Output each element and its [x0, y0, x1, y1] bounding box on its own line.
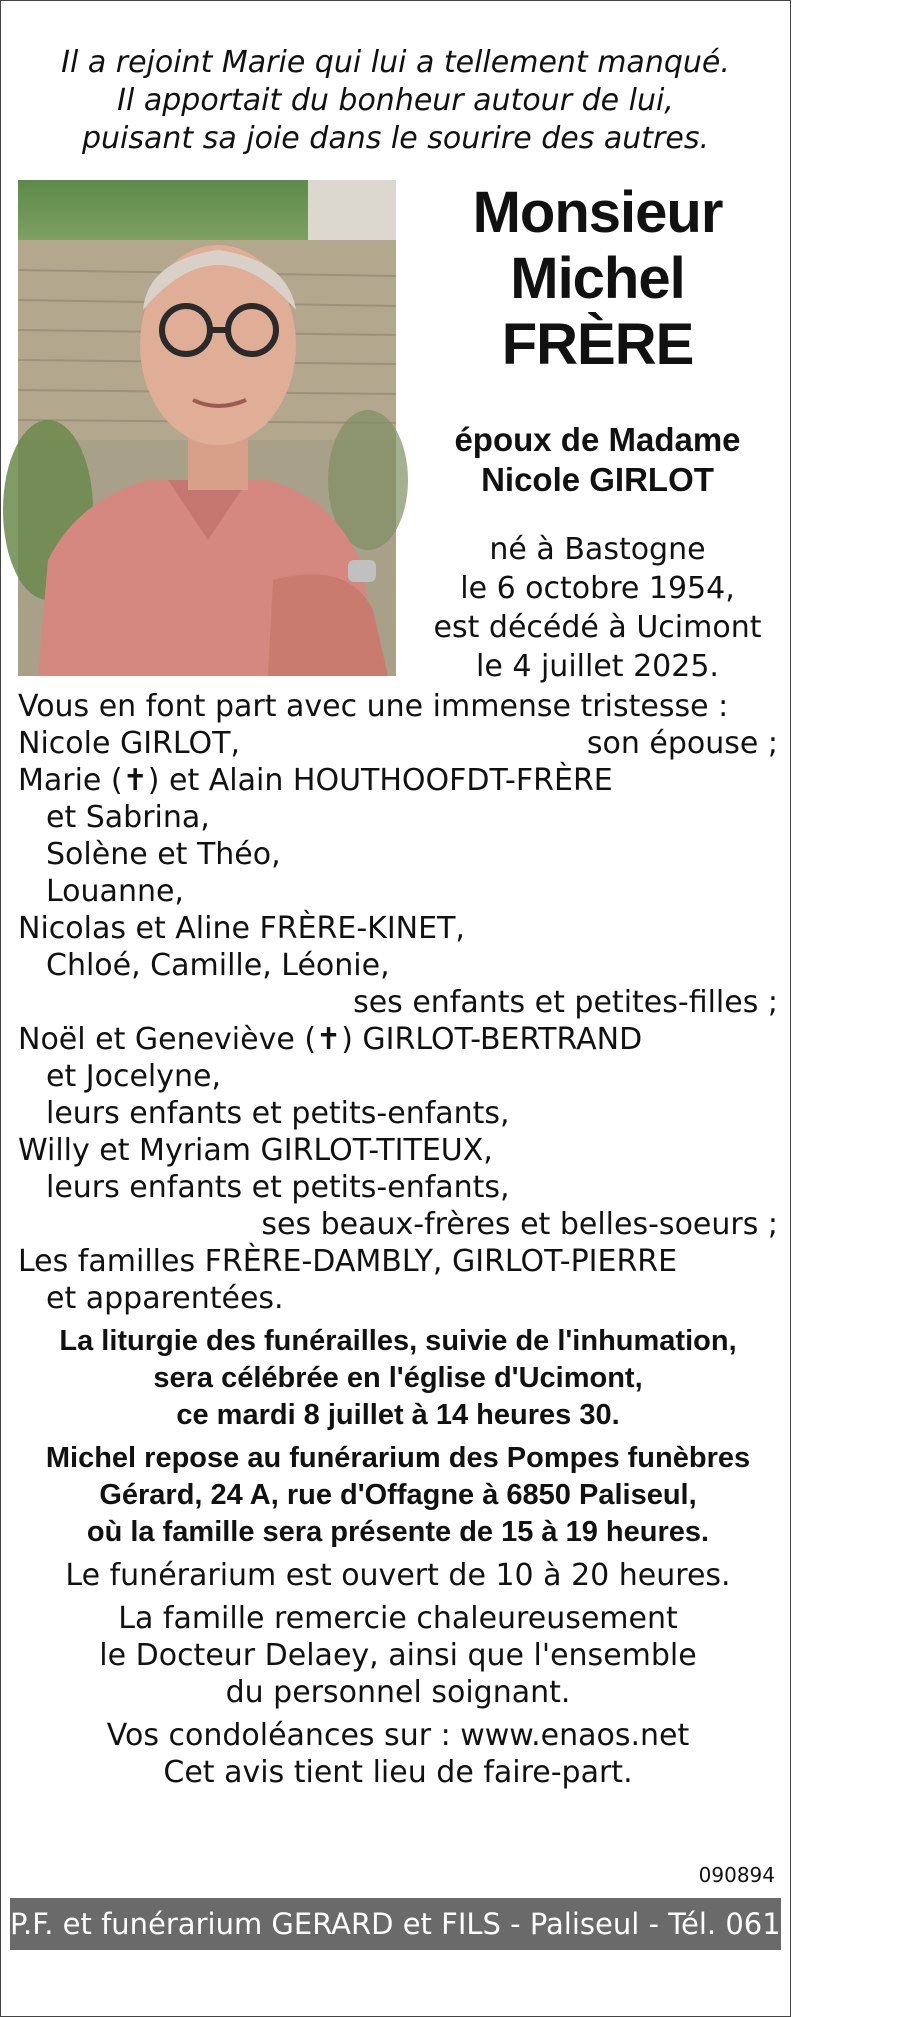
thanks-line: La famille remercie chaleureusement [118, 1601, 678, 1636]
ceremony-line: sera célébrée en l'église d'Ucimont, [153, 1362, 643, 1394]
family-entry-willy: Willy et Myriam GIRLOT-TITEUX, [18, 1133, 493, 1168]
death-date: le 4 juillet 2025. [476, 649, 719, 684]
reference-number: 090894 [698, 1863, 775, 1887]
spouse-line: époux de Madame [454, 421, 741, 458]
family-role: son épouse ; [586, 726, 778, 761]
quote-line: Il a rejoint Marie qui lui a tellement manqué. [61, 45, 730, 80]
portrait-illustration [18, 180, 396, 676]
funerarium-line: Michel repose au funérarium des Pompes funèbres [45, 1442, 751, 1474]
ceremony-info [18, 1323, 778, 1434]
announcement-body [18, 688, 778, 1791]
ceremony-line: La liturgie des funérailles, suivie de l'inhumation, [59, 1325, 737, 1357]
quote-line: Il apportait du bonheur autour de lui, [117, 83, 674, 118]
spouse-info [420, 420, 775, 500]
notice-text: Cet avis tient lieu de faire-part. [163, 1755, 633, 1790]
thanks-line: du personnel soignant. [225, 1675, 571, 1710]
portrait-photo [18, 180, 396, 676]
family-sub: et Sabrina, [46, 800, 210, 835]
family-sub: et Jocelyne, [46, 1059, 222, 1094]
family-sub: et apparentées. [46, 1281, 284, 1316]
condolences-link[interactable]: Vos condoléances sur : www.enaos.net [106, 1718, 690, 1753]
family-name: Nicole GIRLOT, [18, 726, 241, 761]
death-place: est décédé à Ucimont [433, 610, 762, 645]
family-sub: Chloé, Camille, Léonie, [46, 948, 390, 983]
name-first: Michel [510, 246, 685, 311]
family-role-children: ses enfants et petites-filles ; [353, 985, 778, 1020]
family-entry-families: Les familles FRÈRE-DAMBLY, GIRLOT-PIERRE [18, 1244, 678, 1279]
family-entry-marie: Marie (✝) et Alain HOUTHOOFDT-FRÈRE [18, 763, 613, 798]
ceremony-line: ce mardi 8 juillet à 14 heures 30. [176, 1399, 620, 1431]
opening-quote [0, 44, 791, 158]
funerarium-info [18, 1440, 778, 1551]
family-sub: leurs enfants et petits-enfants, [46, 1170, 510, 1205]
name-last: FRÈRE [501, 312, 694, 377]
family-sub: Louanne, [46, 874, 184, 909]
birth-date: le 6 octobre 1954, [460, 571, 735, 606]
thanks-text [18, 1600, 778, 1711]
thanks-line: le Docteur Delaey, ainsi que l'ensemble [99, 1638, 697, 1673]
opening-hours: Le funérarium est ouvert de 10 à 20 heures. [65, 1558, 731, 1593]
deceased-name [420, 180, 775, 378]
quote-line: puisant sa joie dans le sourire des autres. [82, 121, 709, 156]
birth-death-info [420, 530, 775, 686]
funeral-home-footer: P.F. et funérarium GERARD et FILS - Paliseul - Tél. 061 53 32 84 [10, 1898, 781, 1950]
family-entry-nicole [18, 725, 778, 762]
announce-intro: Vous en font part avec une immense tristesse : [18, 689, 729, 724]
family-entry-nicolas: Nicolas et Aline FRÈRE-KINET, [18, 911, 465, 946]
name-title: Monsieur [472, 180, 723, 245]
funerarium-line: où la famille sera présente de 15 à 19 heures. [86, 1516, 710, 1548]
family-entry-noel: Noël et Geneviève (✝) GIRLOT-BERTRAND [18, 1022, 643, 1057]
family-sub: Solène et Théo, [46, 837, 281, 872]
family-role-inlaws: ses beaux-frères et belles-soeurs ; [261, 1207, 778, 1242]
spouse-line: Nicole GIRLOT [481, 461, 714, 498]
funerarium-line: Gérard, 24 A, rue d'Offagne à 6850 Paliseul, [99, 1479, 697, 1511]
birth-place: né à Bastogne [489, 532, 706, 567]
family-sub: leurs enfants et petits-enfants, [46, 1096, 510, 1131]
